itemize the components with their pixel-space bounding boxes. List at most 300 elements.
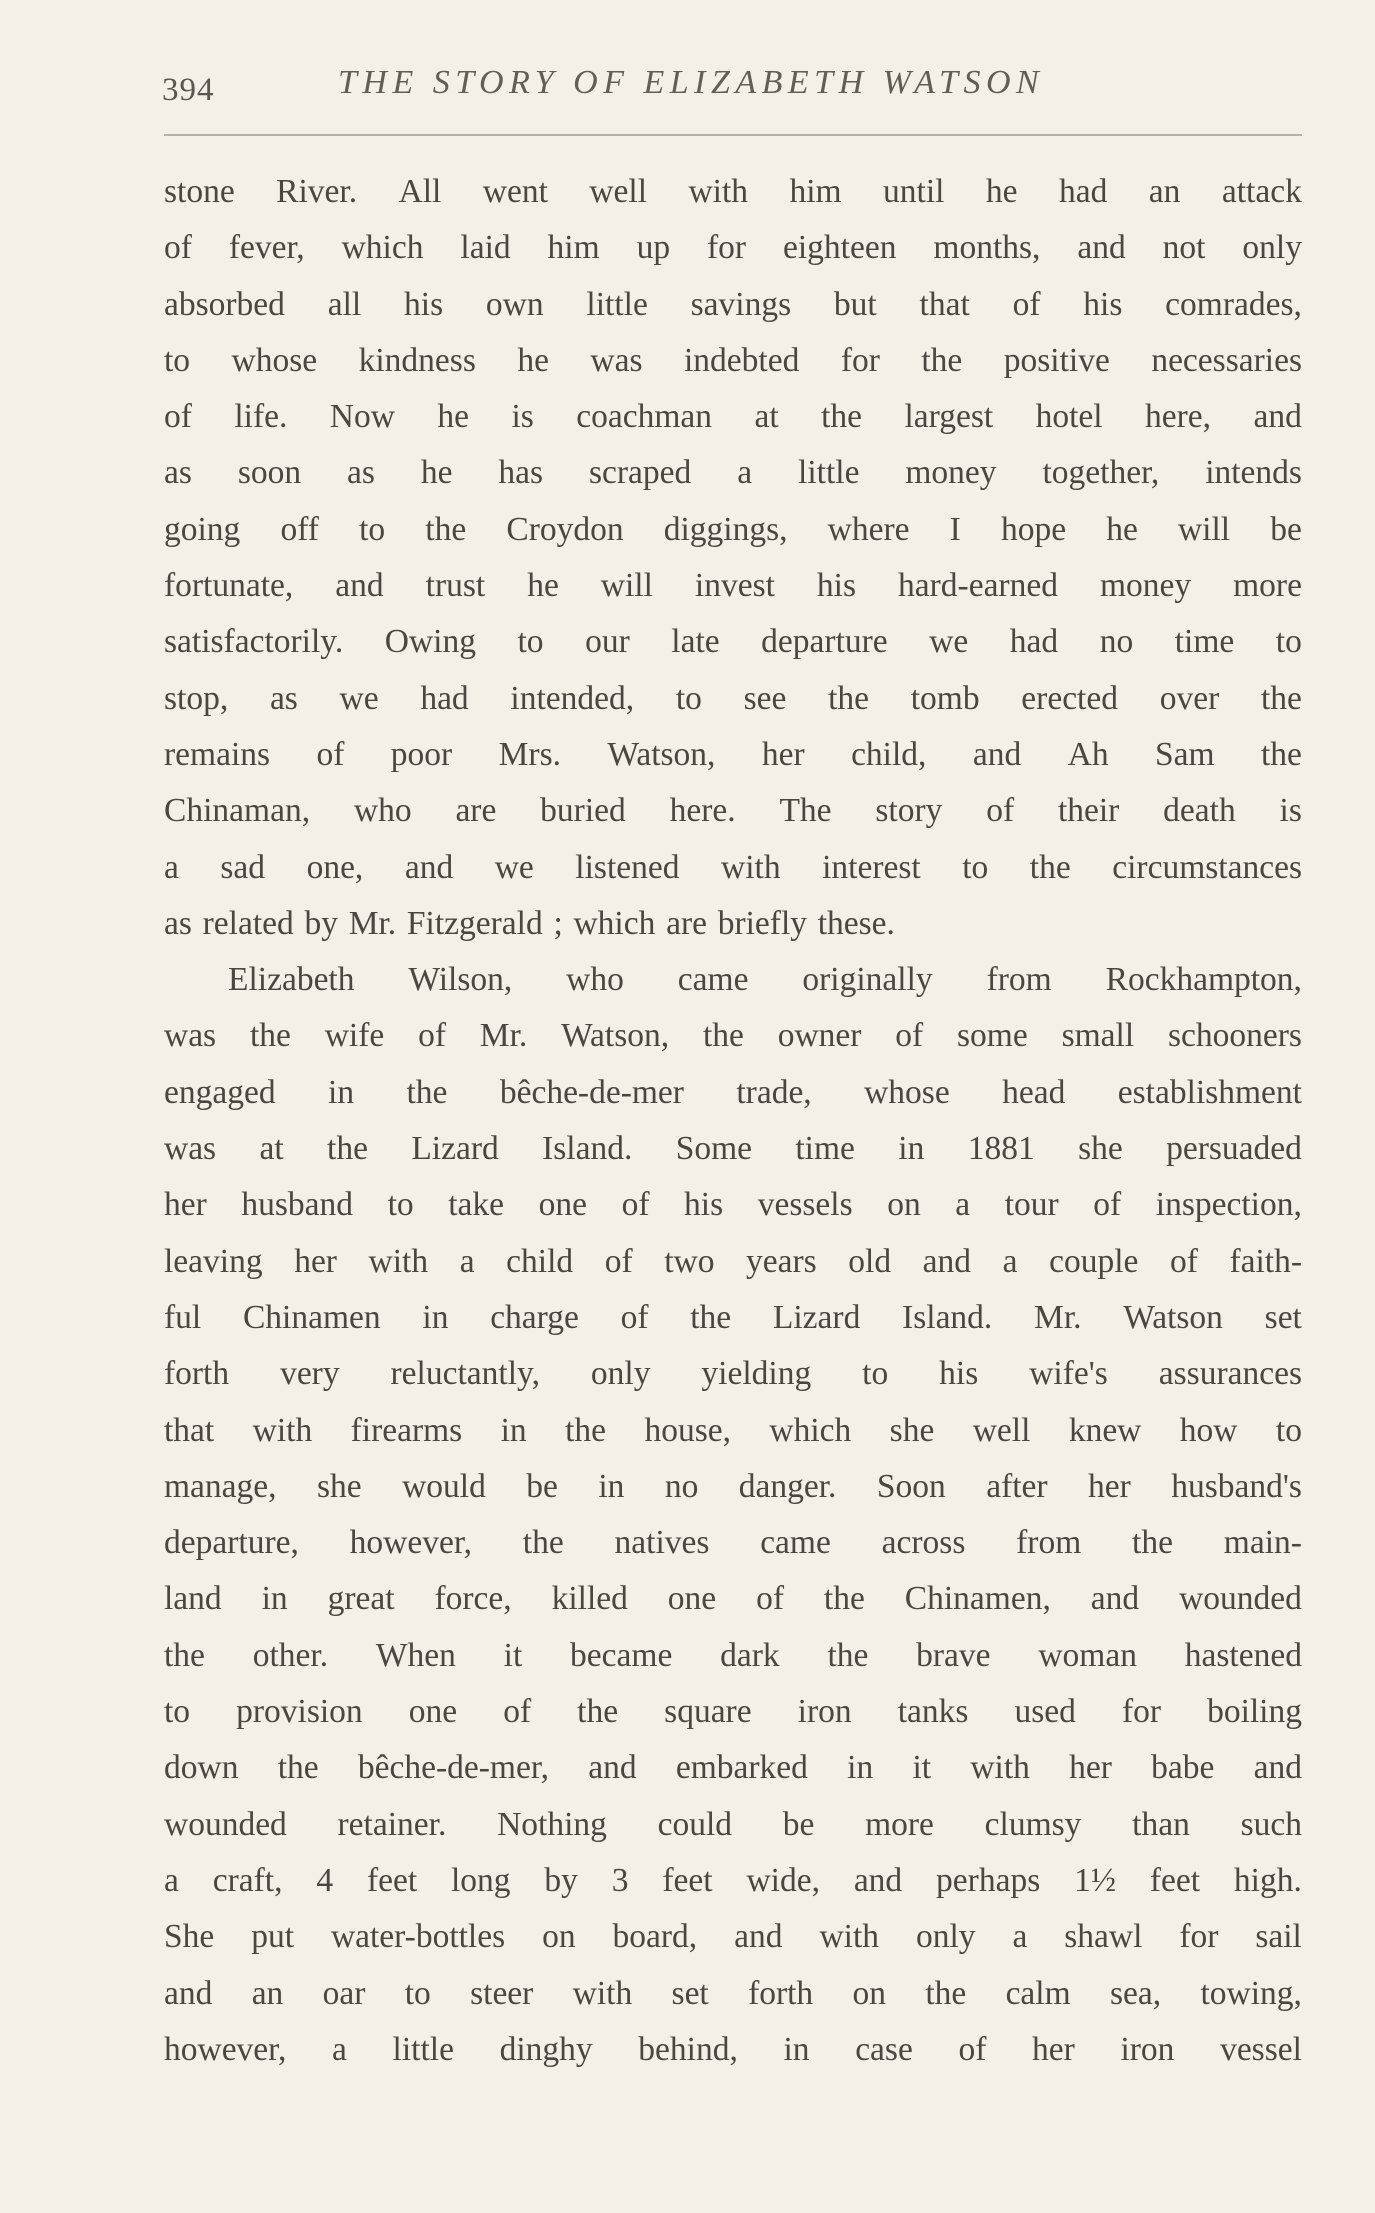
word: of — [958, 2030, 987, 2068]
word: as — [164, 904, 192, 942]
text-line — [164, 558, 1302, 614]
word: see — [743, 679, 787, 717]
word: we — [494, 848, 534, 886]
word: danger. — [738, 1467, 837, 1505]
word: at — [259, 1130, 284, 1168]
text-line — [164, 671, 1302, 727]
word: until — [883, 173, 945, 210]
word: of — [1169, 1242, 1198, 1280]
word: oar — [322, 1974, 366, 2012]
word: him — [547, 229, 600, 267]
word: to — [1275, 1411, 1302, 1449]
word: to — [387, 1186, 414, 1224]
word: trust — [425, 567, 486, 605]
word: the — [827, 1636, 869, 1674]
word: months, — [933, 229, 1041, 267]
word: satisfactorily. — [164, 623, 344, 661]
word: Rockhampton, — [1105, 961, 1302, 999]
word: went — [482, 173, 548, 210]
word: the — [277, 1749, 319, 1787]
word: savings — [690, 285, 792, 323]
word: Island. — [542, 1130, 633, 1168]
word: 1½ — [1074, 1861, 1116, 1899]
word: by — [304, 904, 338, 942]
word: largest — [904, 398, 994, 436]
word: of — [164, 229, 192, 267]
word: She — [164, 1918, 215, 1956]
word: a — [459, 1242, 475, 1280]
text-line — [164, 389, 1302, 445]
word: and — [164, 1974, 213, 2012]
word: whose — [231, 341, 318, 379]
word: one — [538, 1186, 587, 1224]
word: feet — [1149, 1861, 1201, 1899]
word: brave — [916, 1636, 991, 1674]
word: in — [261, 1580, 288, 1618]
word: forth — [748, 1974, 814, 2012]
word: ; — [553, 904, 563, 942]
word: from — [986, 961, 1052, 999]
text-line — [164, 1853, 1302, 1909]
word: manage, — [164, 1467, 277, 1505]
word: sea, — [1109, 1974, 1162, 2012]
word: the — [164, 1636, 205, 1674]
word: who — [566, 961, 624, 999]
word: to — [359, 510, 386, 548]
text-line — [164, 1966, 1302, 2022]
word: stone — [164, 173, 235, 210]
word: which — [769, 1411, 852, 1449]
word: he — [420, 454, 453, 492]
word: in — [328, 1073, 355, 1111]
word: by — [544, 1861, 578, 1899]
word: invest — [694, 567, 775, 605]
body-text — [164, 164, 1302, 2078]
word: not — [1162, 229, 1206, 267]
word: the — [925, 1974, 967, 2012]
word: as — [164, 454, 192, 492]
word: laid — [460, 229, 511, 267]
word: on — [852, 1974, 886, 2012]
word: small — [1061, 1017, 1135, 1055]
word: related — [202, 904, 294, 942]
word: here, — [1145, 398, 1212, 436]
text-line — [164, 445, 1302, 501]
word: was — [590, 341, 643, 379]
word: of — [756, 1580, 784, 1618]
word: set — [671, 1974, 709, 2012]
running-title: THE STORY OF ELIZABETH WATSON — [338, 64, 1045, 101]
word: feet — [366, 1861, 418, 1899]
word: husband — [241, 1186, 354, 1224]
word: in — [783, 2030, 810, 2068]
word: could — [657, 1805, 733, 1843]
word: I — [949, 510, 961, 548]
word: only — [590, 1355, 651, 1393]
word: came — [760, 1524, 831, 1562]
word: little — [586, 285, 648, 323]
word: one — [667, 1580, 717, 1618]
word: was — [164, 1017, 217, 1055]
word: interest — [822, 848, 921, 886]
word: and — [404, 848, 454, 886]
word: Sam — [1155, 735, 1215, 773]
text-line — [164, 1797, 1302, 1853]
word: the — [828, 679, 870, 717]
word: with — [572, 1974, 633, 2012]
word: which — [573, 904, 656, 942]
word: well — [972, 1411, 1031, 1449]
word: than — [1132, 1805, 1190, 1843]
word: to — [1275, 623, 1302, 661]
text-line — [164, 1234, 1302, 1290]
word: very — [280, 1355, 340, 1393]
text-line — [164, 840, 1302, 896]
word: Croydon — [506, 510, 624, 548]
word: Mr. — [1034, 1298, 1082, 1336]
word: the — [425, 510, 467, 548]
word: the — [1260, 679, 1302, 717]
word: of — [316, 735, 345, 773]
word: inspection, — [1155, 1186, 1302, 1224]
word: retainer. — [337, 1805, 447, 1843]
word: wounded — [1179, 1580, 1302, 1618]
word: years — [746, 1242, 817, 1280]
word: ful — [164, 1298, 202, 1336]
word: fever, — [228, 229, 305, 267]
word: indebted — [684, 341, 800, 379]
text-line — [164, 1909, 1302, 1965]
word: child — [506, 1242, 574, 1280]
word: diggings, — [663, 510, 788, 548]
word: take — [448, 1186, 505, 1224]
word: he — [437, 398, 469, 436]
word: however, — [349, 1524, 473, 1562]
word: When — [375, 1636, 456, 1674]
word: her — [1032, 2030, 1075, 2068]
word: killed — [551, 1580, 628, 1618]
word: husband's — [1171, 1467, 1302, 1505]
text-line — [164, 952, 1302, 1008]
word: are — [666, 904, 707, 942]
word: a — [737, 454, 753, 492]
word: the — [1029, 848, 1071, 886]
word: tomb — [910, 679, 980, 717]
word: the — [249, 1017, 291, 1055]
word: of — [503, 1693, 532, 1731]
word: owner — [777, 1017, 862, 1055]
word: force, — [434, 1580, 512, 1618]
word: for — [1121, 1693, 1161, 1731]
text-line — [164, 164, 1302, 220]
word: had — [1009, 623, 1059, 661]
word: and — [1077, 229, 1126, 267]
text-line — [164, 1290, 1302, 1346]
word: Island. — [902, 1298, 993, 1336]
word: 1881 — [967, 1130, 1035, 1168]
word: together, — [1042, 454, 1160, 492]
word: erected — [1021, 679, 1118, 717]
word: had — [420, 679, 469, 717]
word: an — [1148, 173, 1181, 210]
word: Lizard — [411, 1130, 499, 1168]
word: for — [1179, 1918, 1219, 1956]
word: forth — [164, 1355, 230, 1393]
word: wide, — [746, 1861, 820, 1899]
word: the — [406, 1073, 448, 1111]
word: on — [887, 1186, 921, 1224]
word: 4 — [316, 1861, 334, 1899]
word: of — [418, 1017, 446, 1055]
word: dinghy — [499, 2030, 593, 2068]
word: Mrs. — [498, 735, 561, 773]
word: their — [1057, 792, 1120, 830]
text-line — [164, 1008, 1302, 1064]
word: and — [922, 1242, 972, 1280]
word: his — [404, 285, 444, 323]
word: in — [422, 1298, 449, 1336]
word: she — [316, 1467, 362, 1505]
word: persuaded — [1166, 1130, 1302, 1168]
word: with — [368, 1242, 429, 1280]
running-head — [162, 62, 1302, 118]
word: his — [939, 1355, 979, 1393]
word: old — [848, 1242, 892, 1280]
word: had — [1058, 173, 1108, 210]
word: stop, — [164, 679, 229, 717]
word: her — [1069, 1749, 1112, 1787]
word: embarked — [675, 1749, 808, 1787]
word: the — [702, 1017, 744, 1055]
word: hotel — [1035, 398, 1103, 436]
word: case — [855, 2030, 913, 2068]
word: establishment — [1117, 1073, 1302, 1111]
word: after — [986, 1467, 1048, 1505]
word: Lizard — [772, 1298, 861, 1336]
word: life. — [234, 398, 288, 436]
word: reluctantly, — [390, 1355, 540, 1393]
word: we — [339, 679, 379, 717]
word: behind, — [638, 2030, 738, 2068]
word: originally — [802, 961, 933, 999]
text-line — [164, 1628, 1302, 1684]
word: that — [164, 1411, 215, 1449]
word: down — [164, 1749, 239, 1787]
word: in — [500, 1411, 527, 1449]
word: it — [503, 1636, 523, 1674]
word: tour — [1004, 1186, 1059, 1224]
word: in — [598, 1467, 625, 1505]
word: trade, — [736, 1073, 812, 1111]
word: high. — [1233, 1861, 1302, 1899]
word: kindness — [358, 341, 476, 379]
word: a — [332, 2030, 347, 2068]
word: to — [675, 679, 702, 717]
word: has — [498, 454, 544, 492]
word: he — [527, 567, 559, 605]
word: Watson — [1123, 1298, 1223, 1336]
word: some — [957, 1017, 1028, 1055]
word: as — [269, 679, 298, 717]
word: departure — [761, 623, 888, 661]
word: one — [408, 1693, 458, 1731]
word: positive — [1003, 341, 1110, 379]
word: head — [1002, 1073, 1066, 1111]
word: dark — [720, 1636, 780, 1674]
word: boiling — [1207, 1693, 1302, 1731]
word: to — [862, 1355, 889, 1393]
word: will — [1177, 510, 1231, 548]
word: long — [451, 1861, 511, 1899]
word: water-bottles — [330, 1918, 506, 1956]
word: our — [585, 623, 630, 661]
word: knew — [1068, 1411, 1142, 1449]
word: to — [517, 623, 544, 661]
word: child, — [851, 735, 927, 773]
word: story — [875, 792, 943, 830]
word: he — [1106, 510, 1138, 548]
word: briefly — [717, 904, 807, 942]
word: circumstances — [1112, 848, 1302, 886]
word: Fitzgerald — [406, 904, 543, 942]
word: of — [621, 1186, 650, 1224]
word: fortunate, — [164, 567, 294, 605]
word: hastened — [1184, 1636, 1302, 1674]
word: a — [1012, 1918, 1028, 1956]
word: wife's — [1029, 1355, 1108, 1393]
word: Mr. — [348, 904, 397, 942]
word: money — [905, 454, 997, 492]
word: her — [294, 1242, 337, 1280]
page-number: 394 — [162, 72, 215, 108]
word: across — [881, 1524, 966, 1562]
word: over — [1159, 679, 1220, 717]
word: provision — [236, 1693, 363, 1731]
text-line — [164, 1346, 1302, 1402]
word: a — [164, 1861, 179, 1899]
word: Chinamen, — [904, 1580, 1051, 1618]
word: a — [1002, 1242, 1018, 1280]
text-line — [164, 220, 1302, 276]
word: little — [798, 454, 860, 492]
word: own — [485, 285, 544, 323]
word: attack — [1221, 173, 1302, 210]
word: are — [455, 792, 497, 830]
word: late — [671, 623, 720, 661]
word: of — [986, 792, 1015, 830]
word: assurances — [1158, 1355, 1302, 1393]
word: no — [664, 1467, 699, 1505]
word: off — [280, 510, 319, 548]
word: iron — [797, 1693, 852, 1731]
word: and — [1253, 1749, 1302, 1787]
word: how — [1179, 1411, 1238, 1449]
word: him — [789, 173, 842, 210]
word: eighteen — [783, 229, 897, 267]
word: she — [1078, 1130, 1123, 1168]
word: of — [1012, 285, 1041, 323]
word: his — [684, 1186, 724, 1224]
word: with — [252, 1411, 313, 1449]
word: is — [511, 398, 534, 436]
word: of — [604, 1242, 633, 1280]
word: but — [833, 285, 877, 323]
word: soon — [237, 454, 302, 492]
text-line — [164, 1177, 1302, 1233]
word: as — [347, 454, 375, 492]
word: the — [823, 1580, 865, 1618]
word: Ah — [1067, 735, 1109, 773]
word: only — [1242, 229, 1302, 267]
word: the — [1261, 735, 1302, 773]
word: River. — [276, 173, 358, 210]
word: and — [588, 1749, 637, 1787]
word: to — [164, 341, 191, 379]
word: she — [889, 1411, 935, 1449]
word: death — [1163, 792, 1236, 830]
word: house, — [644, 1411, 731, 1449]
word: and — [1090, 1580, 1140, 1618]
word: Watson, — [607, 735, 716, 773]
word: her — [1088, 1467, 1131, 1505]
text-line — [164, 727, 1302, 783]
word: put — [251, 1918, 294, 1956]
word: Wilson, — [408, 961, 513, 999]
word: hard-earned — [898, 567, 1058, 605]
word: money — [1099, 567, 1192, 605]
word: Owing — [384, 623, 476, 661]
word: is — [1279, 792, 1302, 830]
word: square — [664, 1693, 752, 1731]
word: here. — [669, 792, 736, 830]
word: main- — [1223, 1524, 1302, 1562]
word: of — [164, 398, 192, 436]
word: he — [985, 173, 1018, 210]
word: land — [164, 1580, 222, 1618]
word: be — [782, 1805, 815, 1843]
word: Nothing — [497, 1805, 607, 1843]
text-line — [164, 277, 1302, 333]
word: to — [962, 848, 989, 886]
word: for — [840, 341, 880, 379]
text-line — [164, 896, 1302, 952]
word: woman — [1038, 1636, 1137, 1674]
word: where — [827, 510, 910, 548]
word: the — [1132, 1524, 1173, 1562]
word: in — [898, 1130, 925, 1168]
word: became — [570, 1636, 673, 1674]
word: her — [164, 1186, 207, 1224]
word: the — [327, 1130, 368, 1168]
word: to — [404, 1974, 431, 2012]
word: bêche-de-mer — [499, 1073, 684, 1111]
word: towing, — [1200, 1974, 1302, 2012]
word: a — [164, 848, 179, 886]
word: was — [164, 1130, 217, 1168]
word: great — [327, 1580, 395, 1618]
word: her — [761, 735, 805, 773]
word: the — [577, 1693, 619, 1731]
word: a — [955, 1186, 971, 1224]
word: and — [972, 735, 1022, 773]
text-line — [164, 1740, 1302, 1796]
word: little — [392, 2030, 454, 2068]
text-line — [164, 1571, 1302, 1627]
word: the — [690, 1298, 732, 1336]
word: such — [1240, 1805, 1302, 1843]
text-line — [164, 783, 1302, 839]
word: board, — [612, 1918, 698, 1956]
